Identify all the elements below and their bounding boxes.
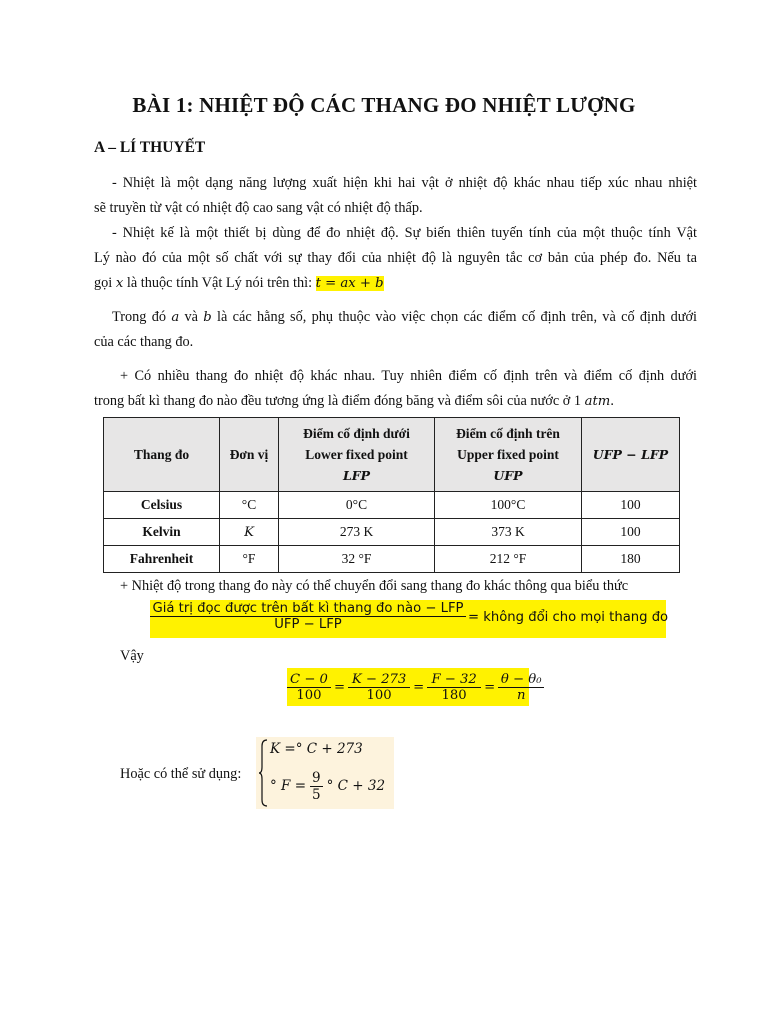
paragraph-line [112, 307, 697, 328]
text-span: gọi [94, 275, 113, 291]
header-ufp-minus-lfp: UFP − LFP [582, 418, 680, 492]
fraction-numerator: C − 0 [290, 671, 328, 687]
unit-atm: atm [584, 394, 611, 409]
cell-scale-name: Fahrenheit [104, 546, 220, 573]
text-span: là thuộc tính Vật Lý nói trên thì: [126, 275, 313, 291]
cell-scale-name: Kelvin [104, 519, 220, 546]
cell-unit: K [220, 519, 279, 546]
table-header-row [104, 418, 680, 492]
fraction-denominator: 100 [287, 687, 331, 703]
section-heading: A – LÍ THUYẾT [94, 139, 206, 156]
cell-lfp: 273 K [279, 519, 435, 546]
text-span: ° C + 32 [326, 778, 386, 794]
paragraph-line [94, 273, 384, 294]
math-variable: b [203, 310, 212, 325]
header-line: Điểm cố định trên [456, 426, 560, 441]
fraction-numerator: θ − θ₀ [500, 671, 542, 687]
cell-diff: 100 [582, 519, 680, 546]
formula-fraction [150, 601, 466, 632]
table-row [104, 519, 680, 546]
text-span: trong bất kì thang đo nào đều tương ứng là điểm đóng băng và điểm sôi của nước ở 1 [94, 393, 582, 409]
equals-sign: = [484, 679, 496, 695]
header-don-vi: Đơn vị [220, 418, 279, 492]
cell-lfp: 32 °F [279, 546, 435, 573]
fraction-denominator: 180 [427, 687, 481, 703]
fraction-denominator: 5 [312, 786, 321, 803]
text-span: và [184, 309, 198, 325]
paragraph-line [94, 391, 614, 412]
system-line-fahrenheit [270, 765, 385, 807]
table-row [104, 492, 680, 519]
linear-equation: t = ax + b [315, 276, 384, 291]
paragraph-line: + Có nhiều thang đo nhiệt độ khác nhau. Tuy nhiên điểm cố định trên và điểm cố định dưới [120, 368, 697, 384]
paragraph-line: của các thang đo. [94, 334, 194, 350]
paragraph-line: Hoặc có thể sử dụng: [120, 766, 242, 782]
cell-unit: °F [220, 546, 279, 573]
ratio-general [498, 672, 544, 703]
ratio-equation [287, 668, 542, 706]
header-thang-do: Thang đo [104, 418, 220, 492]
text-span: là các hằng số, phụ thuộc vào việc chọn các điểm cố định trên, và cố định dưới [217, 309, 698, 325]
system-line-kelvin: K =° C + 273 [270, 741, 363, 757]
fraction-denominator: UFP − LFP [150, 616, 466, 632]
ratio-chain [287, 668, 544, 706]
text-span: ° F = [270, 778, 307, 794]
ratio-celsius [287, 672, 331, 703]
math-variable: x [115, 276, 124, 291]
fraction-numerator: K − 273 [351, 671, 407, 687]
fraction-numerator: 9 [312, 769, 321, 786]
equals-sign: = [334, 679, 346, 695]
header-line: UFP [493, 468, 523, 483]
page-title: BÀI 1: NHIỆT ĐỘ CÁC THANG ĐO NHIỆT LƯỢNG [132, 93, 636, 117]
cell-diff: 100 [582, 492, 680, 519]
cell-ufp: 212 °F [435, 546, 582, 573]
conversion-formula [150, 600, 669, 638]
math-variable: a [171, 310, 180, 325]
conversion-system [256, 737, 394, 809]
left-brace-icon [258, 739, 268, 807]
header-line: Điểm cố định dưới [303, 426, 410, 441]
cell-lfp: 0°C [279, 492, 435, 519]
paragraph-line: + Nhiệt độ trong thang đo này có thể chuyển đổi sang thang đo khác thông qua biểu thức [120, 578, 629, 594]
cell-diff: 180 [582, 546, 680, 573]
header-ufp [435, 418, 582, 492]
header-line: LFP [342, 468, 371, 483]
fraction-denominator: 100 [348, 687, 410, 703]
header-line: Upper fixed point [457, 447, 559, 462]
ratio-fahrenheit [427, 672, 481, 703]
fraction-numerator: F − 32 [431, 671, 477, 687]
header-lfp [279, 418, 435, 492]
text-span: Trong đó [112, 309, 167, 325]
paragraph-line: Vậy [120, 648, 144, 664]
table-row [104, 546, 680, 573]
text-span: . [610, 393, 614, 409]
paragraph-line: - Nhiệt kế là một thiết bị dùng để đo nhiệt độ. Sự biến thiên tuyến tính của một thuộc tính Vật [112, 225, 697, 241]
paragraph-line: Lý nào đó của một số chất với sự thay đổi của nhiệt độ là nguyên tắc cơ bản của phép đo. Nếu ta [94, 250, 697, 266]
formula-rhs: = không đổi cho mọi thang đo [468, 610, 669, 625]
fraction-denominator: n [498, 687, 544, 703]
paragraph-line: - Nhiệt là một dạng năng lượng xuất hiện khi hai vật ở nhiệt độ khác nhau tiếp xúc nhau nhiệt [112, 175, 697, 191]
header-line: Lower fixed point [305, 447, 408, 462]
paragraph-line: sẽ truyền từ vật có nhiệt độ cao sang vật có nhiệt độ thấp. [94, 200, 423, 216]
fraction-nine-fifths [310, 770, 323, 803]
temperature-scales-table [103, 417, 680, 573]
cell-scale-name: Celsius [104, 492, 220, 519]
cell-unit: °C [220, 492, 279, 519]
cell-ufp: 100°C [435, 492, 582, 519]
ratio-kelvin [348, 672, 410, 703]
fraction-numerator: Giá trị đọc được trên bất kì thang đo nào − LFP [152, 601, 464, 616]
cell-ufp: 373 K [435, 519, 582, 546]
equals-sign: = [413, 679, 425, 695]
